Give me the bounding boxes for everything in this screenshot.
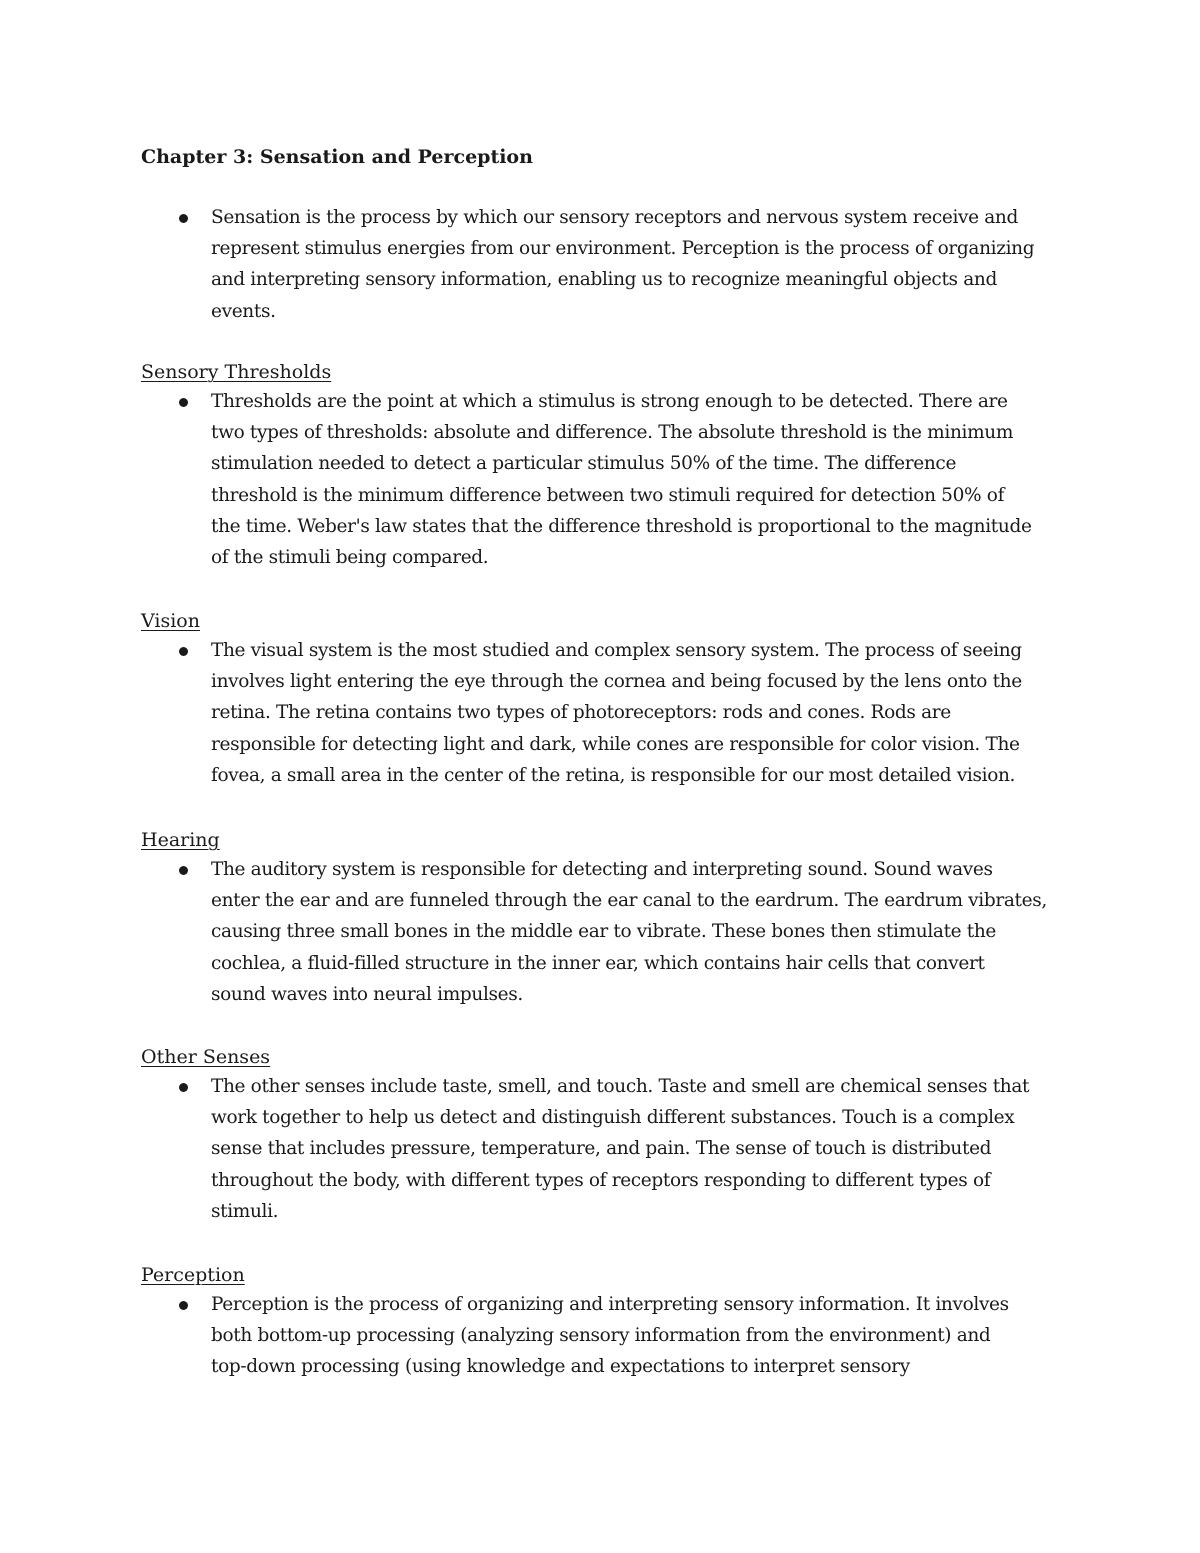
section-hearing	[141, 826, 1071, 1010]
text-line: cochlea, a fluid-filled structure in the inner ear, which contains hair cells that convert	[211, 952, 985, 974]
text-line: sense that includes pressure, temperature, and pain. The sense of touch is distributed	[211, 1138, 992, 1160]
text-line: involves light entering the eye through the cornea and being focused by the lens onto the	[211, 671, 1022, 693]
section-heading: Sensory Thresholds	[141, 361, 332, 383]
text-line: retina. The retina contains two types of photoreceptors: rods and cones. Rods are	[211, 702, 951, 724]
bullet-icon	[179, 1301, 188, 1310]
list-item	[141, 202, 1071, 327]
text-line: Sensation is the process by which our sensory receptors and nervous system receive and	[211, 207, 1018, 228]
bullet-icon	[179, 1083, 188, 1092]
text-line: The other senses include taste, smell, and touch. Taste and smell are chemical senses that	[211, 1076, 1030, 1097]
bullet-list	[141, 635, 1071, 791]
text-line: represent stimulus energies from our environment. Perception is the process of organizing	[211, 238, 1035, 260]
section-heading: Perception	[141, 1264, 245, 1286]
section-heading: Hearing	[141, 829, 220, 851]
text-line: The visual system is the most studied and complex sensory system. The process of seeing	[211, 640, 1022, 661]
bullet-list	[141, 854, 1071, 1010]
bullet-list	[141, 1289, 1071, 1383]
list-item	[141, 1289, 1071, 1383]
bullet-icon	[179, 214, 188, 223]
text-line: Thresholds are the point at which a stimulus is strong enough to be detected. There are	[211, 391, 1008, 412]
section-heading: Vision	[141, 610, 200, 632]
text-line: Perception is the process of organizing and interpreting sensory information. It involves	[211, 1294, 1009, 1315]
bullet-icon	[179, 866, 188, 875]
bullet-list	[141, 1071, 1071, 1227]
text-line: both bottom-up processing (analyzing sensory information from the environment) and	[211, 1325, 991, 1347]
text-line: throughout the body, with different types of receptors responding to different types of	[211, 1169, 991, 1191]
bullet-icon	[179, 398, 188, 407]
text-line: sound waves into neural impulses.	[211, 983, 523, 1005]
list-item	[141, 1071, 1071, 1227]
text-line: responsible for detecting light and dark, while cones are responsible for color vision. The	[211, 733, 1020, 755]
section-heading: Other Senses	[141, 1046, 271, 1068]
intro-bullet-list	[141, 202, 1071, 327]
section-perception	[141, 1261, 1071, 1383]
text-line: of the stimuli being compared.	[211, 547, 489, 569]
text-line: stimuli.	[211, 1200, 279, 1222]
text-line: work together to help us detect and distinguish different substances. Touch is a complex	[211, 1107, 1015, 1129]
section-vision	[141, 607, 1071, 791]
text-line: two types of thresholds: absolute and difference. The absolute threshold is the minimum	[211, 422, 1014, 444]
section-sensory-thresholds	[141, 358, 1071, 573]
text-line: enter the ear and are funneled through the ear canal to the eardrum. The eardrum vibrates,	[211, 890, 1047, 912]
bullet-list	[141, 386, 1071, 573]
page-title: Chapter 3: Sensation and Perception	[141, 146, 533, 168]
section-other-senses	[141, 1043, 1071, 1227]
text-line: stimulation needed to detect a particular stimulus 50% of the time. The difference	[211, 453, 957, 475]
text-line: the time. Weber's law states that the difference threshold is proportional to the magnitude	[211, 515, 1032, 537]
bullet-icon	[179, 647, 188, 656]
list-item	[141, 635, 1071, 791]
text-line: fovea, a small area in the center of the retina, is responsible for our most detailed vision.	[211, 764, 1016, 786]
text-line: events.	[211, 300, 276, 322]
text-line: and interpreting sensory information, enabling us to recognize meaningful objects and	[211, 269, 997, 291]
intro-section	[141, 202, 1071, 327]
list-item	[141, 854, 1071, 1010]
text-line: top-down processing (using knowledge and expectations to interpret sensory	[211, 1356, 910, 1378]
text-line: The auditory system is responsible for detecting and interpreting sound. Sound waves	[211, 859, 993, 880]
list-item	[141, 386, 1071, 573]
text-line: threshold is the minimum difference between two stimuli required for detection 50% of	[211, 484, 1005, 506]
text-line: causing three small bones in the middle ear to vibrate. These bones then stimulate the	[211, 921, 997, 943]
